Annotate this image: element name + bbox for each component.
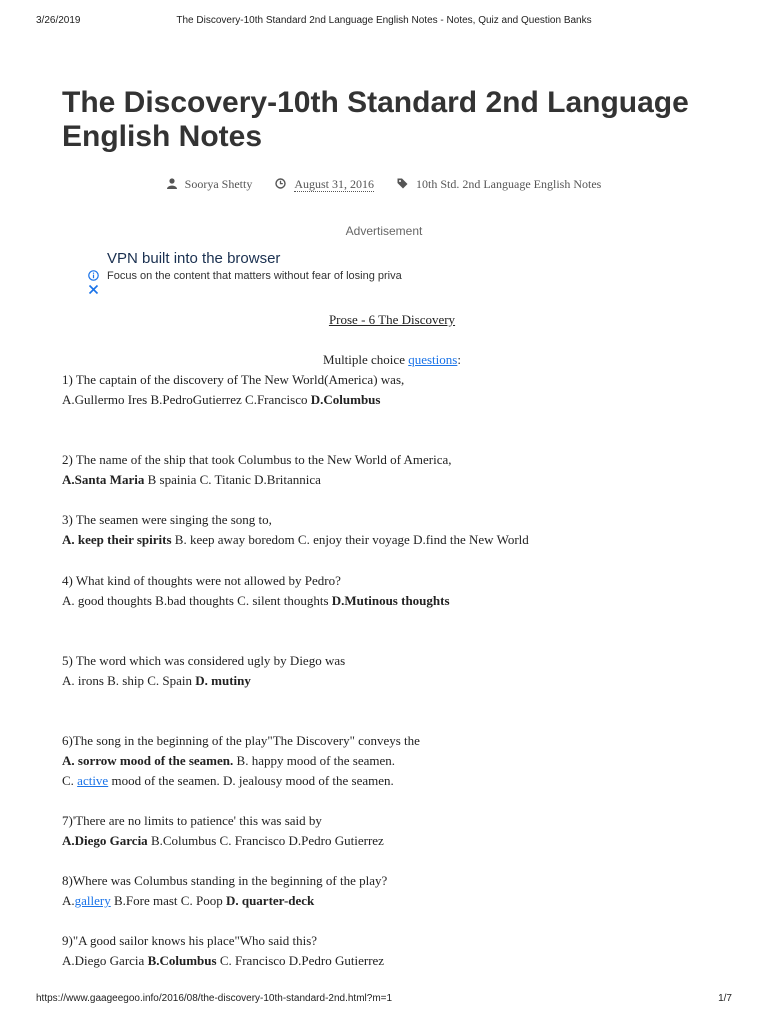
correct-answer: A.Santa Maria — [62, 472, 145, 487]
answer-6 — [62, 751, 722, 771]
question-9: 9)"A good sailor knows his place"Who said this? — [62, 933, 318, 948]
print-date: 3/26/2019 — [36, 15, 81, 26]
correct-answer: D.Columbus — [310, 392, 381, 407]
answer-4 — [62, 591, 722, 611]
correct-answer: B.Columbus — [147, 953, 217, 968]
answer-option-text: B spainia C. Titanic D.Britannica — [144, 472, 321, 487]
question-1: 1) The captain of the discovery of The New World(America) was, — [62, 372, 405, 387]
article-meta — [0, 177, 768, 193]
section-heading: Prose - 6 The Discovery — [328, 312, 456, 327]
active-link[interactable]: active — [77, 773, 109, 788]
tag-icon — [397, 178, 408, 193]
ad-title[interactable]: VPN built into the browser — [107, 250, 281, 267]
author-link[interactable] — [167, 177, 253, 193]
answer-2 — [62, 470, 722, 490]
answer-option-text: B.Columbus C. Francisco D.Pedro Gutierrez — [147, 833, 384, 848]
answer-option-text: B. happy mood of the seamen. — [233, 753, 396, 768]
author-name: Soorya Shetty — [184, 177, 253, 191]
page-number: 1/7 — [718, 993, 732, 1004]
close-icon[interactable] — [88, 282, 99, 296]
answer-1 — [62, 390, 722, 410]
question-3: 3) The seamen were singing the song to, — [62, 512, 272, 527]
answer-option-text: A. good thoughts B.bad thoughts C. silent thoughts — [62, 593, 332, 608]
mcq-label: Multiple choice — [323, 352, 409, 367]
clock-icon — [275, 178, 286, 193]
gallery-link[interactable]: gallery — [74, 893, 111, 908]
question-4: 4) What kind of thoughts were not allowed by Pedro? — [62, 573, 341, 588]
category-name: 10th Std. 2nd Language English Notes — [416, 177, 602, 191]
question-5: 5) The word which was considered ugly by Diego was — [62, 653, 346, 668]
ad-description[interactable]: Focus on the content that matters without fear of losing priva — [107, 270, 402, 282]
correct-answer: D. quarter-deck — [225, 893, 315, 908]
answer-9 — [62, 951, 722, 971]
question-6: 6)The song in the beginning of the play"The Discovery" conveys the — [62, 733, 420, 748]
answer-6-line-2 — [62, 771, 722, 791]
answer-3 — [62, 530, 722, 550]
answer-7 — [62, 831, 722, 851]
answer-option-text: mood of the seamen. D. jealousy mood of the seamen. — [108, 773, 394, 788]
answer-8 — [62, 891, 722, 911]
post-date: August 31, 2016 — [294, 177, 374, 191]
date-link[interactable] — [275, 177, 374, 193]
questions-link[interactable]: questions — [408, 352, 458, 367]
advertisement-label: Advertisement — [345, 224, 423, 238]
answer-option-text: B.Fore mast C. Poop — [110, 893, 226, 908]
article-title: The Discovery-10th Standard 2nd Language English Notes — [62, 86, 689, 153]
question-7: 7)'There are no limits to patience' this was said by — [62, 813, 322, 828]
answer-5 — [62, 671, 722, 691]
correct-answer: A. keep their spirits — [62, 532, 172, 547]
correct-answer: A.Diego Garcia — [62, 833, 148, 848]
advertisement-banner[interactable] — [86, 250, 418, 296]
question-8: 8)Where was Columbus standing in the beginning of the play? — [62, 873, 388, 888]
answer-option-text: A.Diego Garcia — [62, 953, 148, 968]
user-icon — [167, 178, 177, 193]
category-link[interactable] — [397, 177, 601, 193]
correct-answer: D.Mutinous thoughts — [331, 593, 450, 608]
answer-option-text: A. irons B. ship C. Spain — [62, 673, 196, 688]
answer-option-text: A.Gullermo Ires B.PedroGutierrez C.Francisco — [62, 392, 311, 407]
answer-option-text: A. — [62, 893, 75, 908]
question-2: 2) The name of the ship that took Columbus to the New World of America, — [62, 452, 452, 467]
answer-option-text: C. — [62, 773, 78, 788]
mcq-colon: : — [457, 352, 461, 367]
correct-answer: A. sorrow mood of the seamen. — [62, 753, 234, 768]
mcq-heading — [62, 350, 722, 370]
page-url: https://www.gaageegoo.info/2016/08/the-discovery-10th-standard-2nd.html?m=1 — [36, 993, 393, 1004]
answer-option-text: B. keep away boredom C. enjoy their voyage D.find the New World — [171, 532, 529, 547]
correct-answer: D. mutiny — [195, 673, 251, 688]
print-page-title: The Discovery-10th Standard 2nd Language English Notes - Notes, Quiz and Question Banks — [176, 15, 592, 26]
answer-option-text: C. Francisco D.Pedro Gutierrez — [216, 953, 385, 968]
